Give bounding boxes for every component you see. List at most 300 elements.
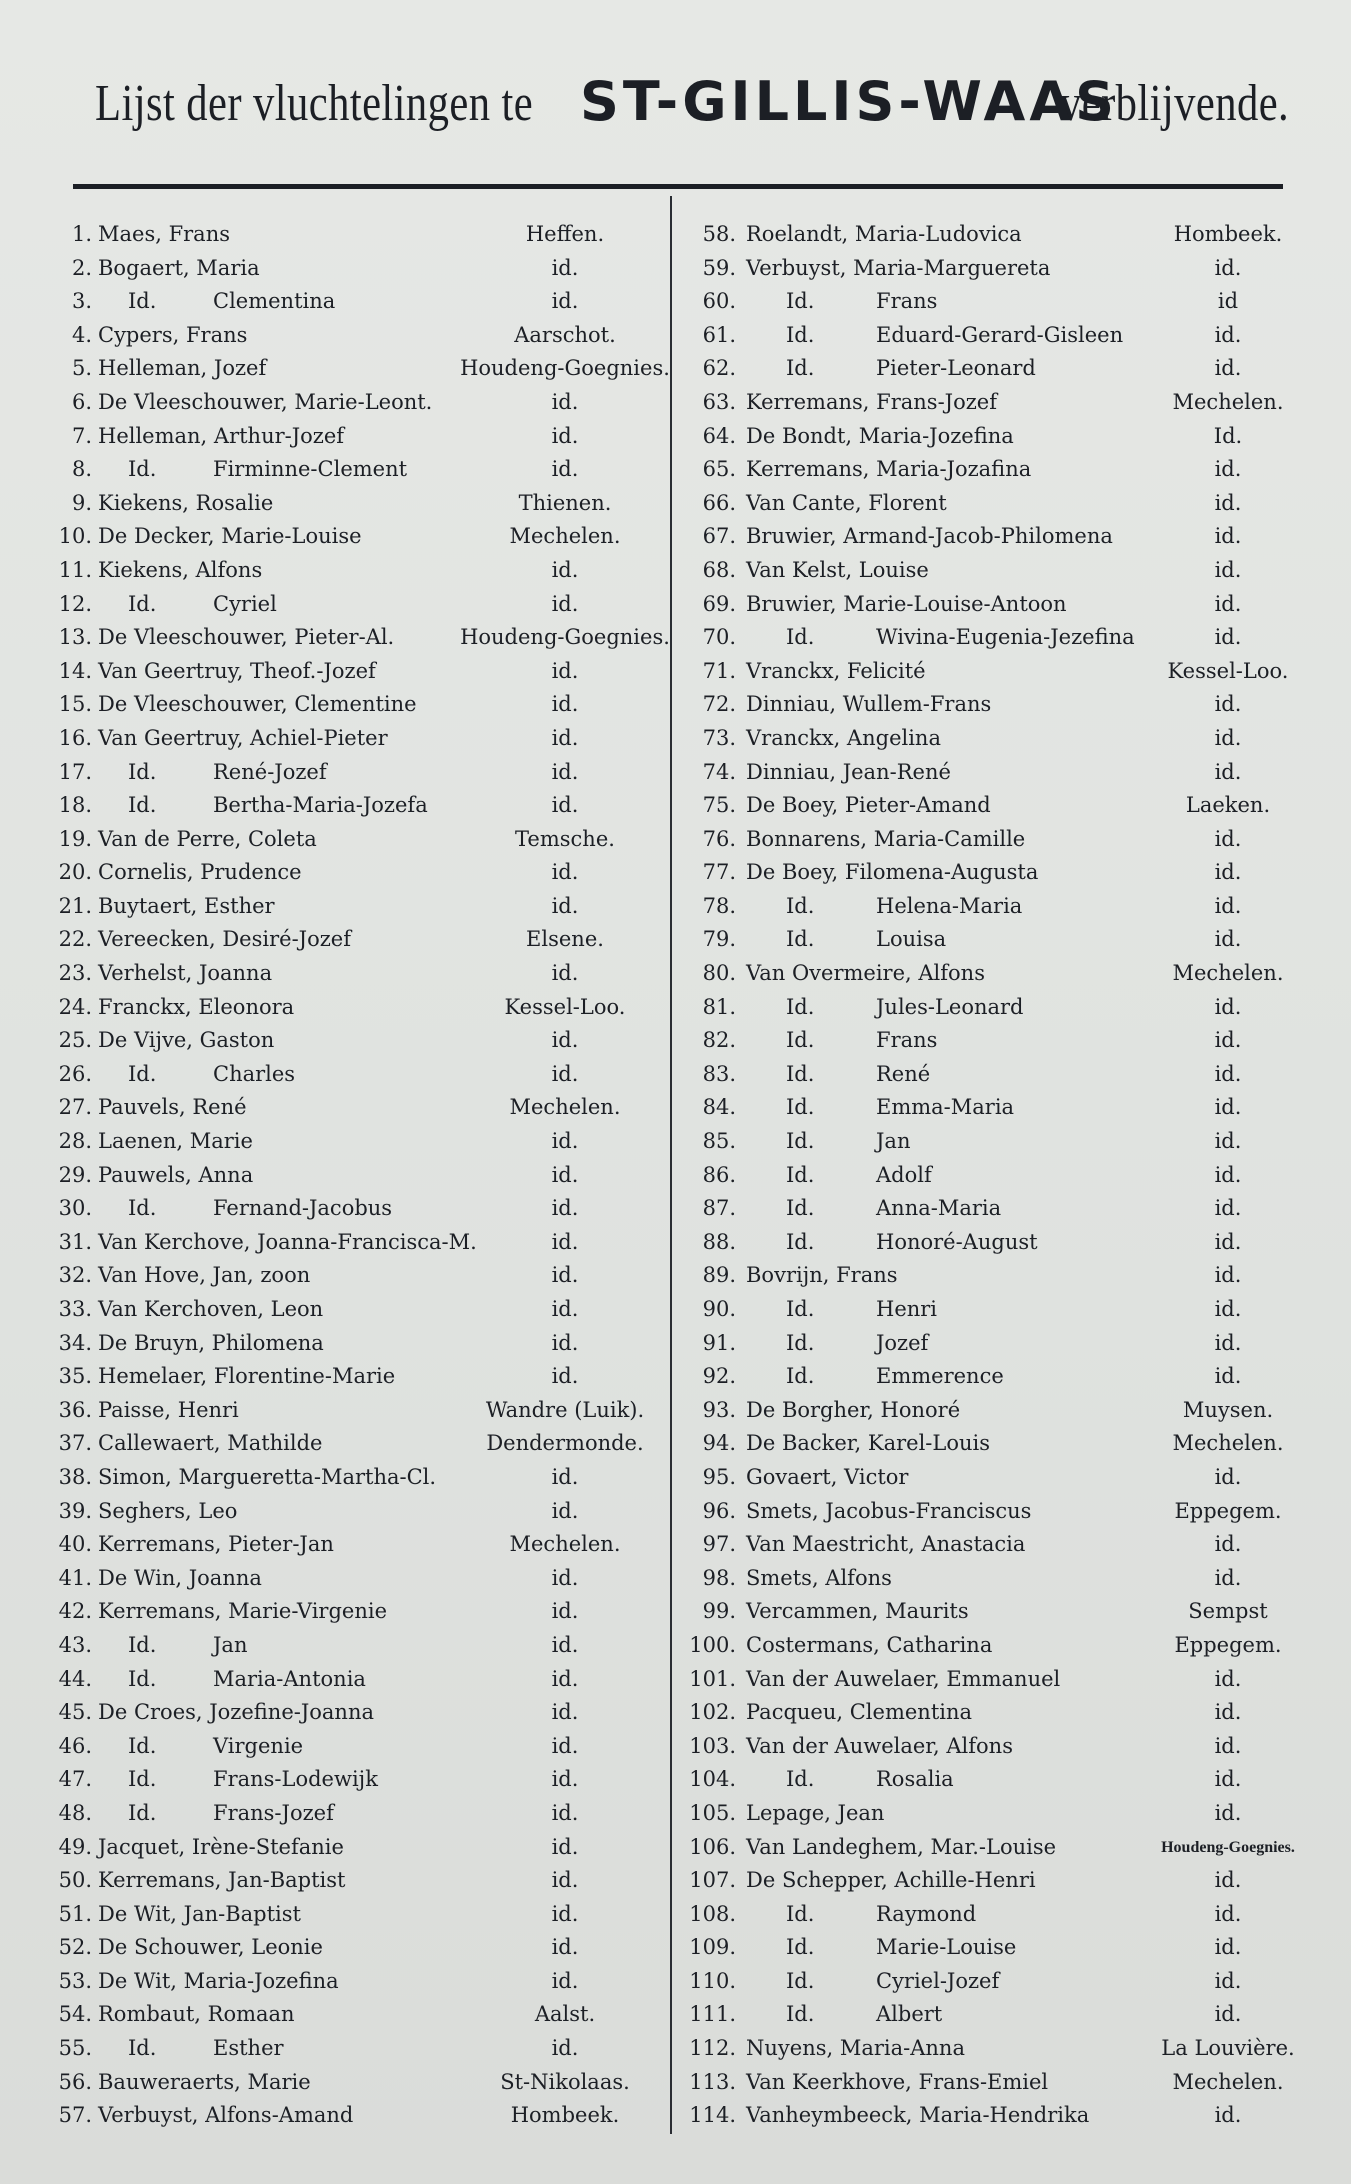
entry-number: 67. xyxy=(702,524,736,549)
entry-place: id. xyxy=(1214,1364,1242,1389)
entry-name xyxy=(746,1730,1013,1764)
entry-name xyxy=(746,1562,892,1596)
title-town-name: ST-GILLIS-WAAS xyxy=(580,70,1119,133)
entry-number: 13. xyxy=(58,625,92,650)
list-item xyxy=(30,520,670,554)
entry-place: id. xyxy=(1214,490,1242,515)
entry-number: 41. xyxy=(58,1565,92,1590)
entry-name xyxy=(746,1427,990,1461)
entry-name xyxy=(746,554,929,588)
entry-number: 35. xyxy=(58,1364,92,1389)
entry-place: id. xyxy=(551,1868,579,1893)
entry-place: id. xyxy=(551,1297,579,1321)
entry-place: id. xyxy=(1214,927,1242,952)
entry-number: 33. xyxy=(58,1297,92,1321)
entry-first-name: Cyriel-Jozef xyxy=(876,1968,1000,1993)
list-item xyxy=(30,1864,670,1898)
entry-place: id. xyxy=(1214,625,1242,650)
entry-place: Mechelen. xyxy=(1172,1431,1284,1456)
list-item xyxy=(678,1965,1328,1999)
entry-surname: Id. xyxy=(786,1968,815,1993)
entry-first-name: Pieter-Leonard xyxy=(876,356,1036,381)
entry-place: id. xyxy=(551,1028,579,1053)
entry-surname: Pauwels, Anna xyxy=(98,1162,254,1187)
list-item xyxy=(678,1293,1328,1327)
entry-surname: Id. xyxy=(786,1095,815,1120)
entry-number: 43. xyxy=(58,1632,92,1657)
entry-name xyxy=(98,688,417,722)
entry-surname: Van Kerchove, Joanna-Francisca-M. xyxy=(98,1229,477,1254)
list-item xyxy=(678,588,1328,622)
entry-name xyxy=(98,1730,304,1764)
entry-first-name: Firminne-Clement xyxy=(213,457,408,482)
entry-name xyxy=(98,1898,301,1932)
entry-place: id. xyxy=(1214,1800,1242,1825)
entry-number: 14. xyxy=(58,658,92,683)
entry-place: id. xyxy=(551,1767,579,1792)
entry-surname: Laenen, Marie xyxy=(98,1129,253,1154)
entry-number: 72. xyxy=(702,692,736,717)
list-item xyxy=(678,352,1328,386)
entry-surname: Id. xyxy=(786,625,815,650)
entry-name xyxy=(746,487,947,521)
entry-surname: Pauvels, René xyxy=(98,1095,247,1120)
list-item xyxy=(678,1259,1328,1293)
entry-place: id. xyxy=(1214,1028,1242,1053)
list-item xyxy=(30,1831,670,1865)
entry-name xyxy=(746,420,1014,454)
entry-first-name: Maria-Antonia xyxy=(213,1666,366,1691)
list-item xyxy=(30,1931,670,1965)
entry-name xyxy=(746,1495,1031,1529)
entry-place: id. xyxy=(1214,1968,1242,1993)
list-item xyxy=(678,655,1328,689)
entry-surname: Nuyens, Maria-Anna xyxy=(746,2036,965,2061)
entry-first-name: Frans-Lodewijk xyxy=(213,1767,378,1792)
entry-number: 83. xyxy=(702,1061,736,1086)
entry-surname: De Boey, Pieter-Amand xyxy=(746,793,991,818)
entry-number: 62. xyxy=(702,356,736,381)
entry-number: 104. xyxy=(689,1767,736,1792)
entry-place: Mechelen. xyxy=(1172,389,1284,414)
list-item xyxy=(30,1192,670,1226)
entry-name xyxy=(98,1360,395,1394)
entry-first-name: Raymond xyxy=(876,1901,977,1926)
entry-number: 71. xyxy=(702,658,736,683)
entry-number: 53. xyxy=(58,1968,92,1993)
list-item xyxy=(30,252,670,286)
entry-name xyxy=(746,218,1022,252)
entry-place: id. xyxy=(551,423,579,448)
list-item xyxy=(678,756,1328,790)
entry-place: Laeken. xyxy=(1185,793,1271,818)
entry-number: 94. xyxy=(702,1431,736,1456)
entry-number: 113. xyxy=(689,2069,736,2094)
entry-surname: Id. xyxy=(786,893,815,918)
entry-number: 10. xyxy=(58,524,92,549)
entry-surname: Id. xyxy=(786,1297,815,1321)
list-item xyxy=(30,420,670,454)
entry-place: id. xyxy=(551,1364,579,1389)
list-item xyxy=(678,487,1328,521)
entry-surname: Id. xyxy=(786,1767,815,1792)
entry-surname: Id. xyxy=(128,793,157,818)
list-item xyxy=(30,588,670,622)
entry-surname: Rombaut, Romaan xyxy=(98,2002,295,2027)
entry-name xyxy=(746,1259,898,1293)
entry-number: 73. xyxy=(702,725,736,750)
entry-surname: Kiekens, Alfons xyxy=(98,557,263,582)
entry-place: id. xyxy=(551,759,579,784)
entry-name xyxy=(98,420,344,454)
entry-name xyxy=(746,2099,1089,2133)
entry-surname: Id. xyxy=(128,1061,157,1086)
entry-surname: Verhelst, Joanna xyxy=(98,961,273,986)
entry-number: 16. xyxy=(58,725,92,750)
list-item xyxy=(678,1159,1328,1193)
entry-surname: Van Geertruy, Theof.-Jozef xyxy=(98,658,376,683)
entry-place: id. xyxy=(551,1632,579,1657)
list-item xyxy=(678,923,1328,957)
entry-name xyxy=(746,688,991,722)
entry-name xyxy=(98,588,277,622)
entry-name xyxy=(746,1024,938,1058)
list-item xyxy=(30,1998,670,2032)
entry-surname: De Boey, Filomena-Augusta xyxy=(746,860,1039,885)
list-item xyxy=(678,1528,1328,1562)
entry-number: 85. xyxy=(702,1129,736,1154)
entry-place: Wandre (Luik). xyxy=(485,1397,645,1422)
entry-name xyxy=(746,991,1024,1025)
entry-surname: Id. xyxy=(786,2002,815,2027)
entry-number: 89. xyxy=(702,1263,736,1288)
entry-number: 78. xyxy=(702,893,736,918)
entry-first-name: Jan xyxy=(876,1129,911,1154)
entry-number: 51. xyxy=(58,1901,92,1926)
entry-name xyxy=(98,1259,310,1293)
entry-name xyxy=(98,621,394,655)
list-item xyxy=(678,319,1328,353)
entry-number: 44. xyxy=(58,1666,92,1691)
entry-name xyxy=(98,1696,374,1730)
entry-number: 38. xyxy=(58,1464,92,1489)
entry-first-name: Jules-Leonard xyxy=(876,994,1024,1019)
entry-place: id. xyxy=(1214,1061,1242,1086)
entry-surname: Lepage, Jean xyxy=(746,1800,885,1825)
entry-number: 82. xyxy=(702,1028,736,1053)
list-item xyxy=(30,554,670,588)
entry-name xyxy=(98,1864,345,1898)
list-item xyxy=(30,1797,670,1831)
entry-place: La Louvière. xyxy=(1161,2036,1295,2061)
entry-number: 32. xyxy=(58,1263,92,1288)
entry-surname: De Borgher, Honoré xyxy=(746,1397,961,1422)
list-item xyxy=(678,991,1328,1025)
entry-number: 86. xyxy=(702,1162,736,1187)
list-item xyxy=(30,2099,670,2133)
entry-place: Elsene. xyxy=(526,927,604,952)
list-item xyxy=(678,1763,1328,1797)
entry-number: 9. xyxy=(71,490,92,515)
entry-number: 102. xyxy=(689,1700,736,1725)
entry-number: 93. xyxy=(702,1397,736,1422)
entry-name xyxy=(98,756,327,790)
entry-name xyxy=(746,1763,954,1797)
list-item xyxy=(30,957,670,991)
entry-place: id. xyxy=(1214,692,1242,717)
entry-place: id. xyxy=(551,793,579,818)
entry-number: 2. xyxy=(71,255,92,280)
entry-surname: Van Maestricht, Anastacia xyxy=(746,1532,1026,1557)
list-item xyxy=(678,2066,1328,2100)
entry-place: id. xyxy=(551,591,579,616)
entry-place: id. xyxy=(551,1935,579,1960)
entry-surname: Vranckx, Angelina xyxy=(746,725,941,750)
entry-surname: Vercammen, Maurits xyxy=(746,1599,969,1624)
entry-place: id. xyxy=(1214,1162,1242,1187)
right-column xyxy=(678,218,1328,2133)
entry-name xyxy=(746,789,991,823)
entry-name xyxy=(746,1797,884,1831)
list-item xyxy=(678,1730,1328,1764)
entry-surname: Dinniau, Jean-René xyxy=(746,759,951,784)
list-item xyxy=(30,688,670,722)
entry-place: Heffen. xyxy=(525,222,605,246)
entry-name xyxy=(746,1931,1017,1965)
entry-first-name: Helena-Maria xyxy=(876,893,1023,918)
entry-place: Id. xyxy=(1213,423,1243,448)
entry-number: 61. xyxy=(702,322,736,347)
entry-surname: De Vleeschouwer, Marie-Leont. xyxy=(98,389,433,414)
list-item xyxy=(678,1998,1328,2032)
list-item xyxy=(30,1024,670,1058)
entry-place: id. xyxy=(551,1901,579,1926)
entry-place: id. xyxy=(551,289,579,314)
entry-number: 6. xyxy=(71,389,92,414)
entry-place: id. xyxy=(1214,1095,1242,1120)
entry-surname: De Vleeschouwer, Pieter-Al. xyxy=(98,625,395,650)
entry-place: id. xyxy=(1214,1330,1242,1355)
list-item xyxy=(678,1360,1328,1394)
entry-name xyxy=(746,1965,1000,1999)
entry-first-name: Fernand-Jacobus xyxy=(213,1196,393,1221)
entry-place: id. xyxy=(551,1565,579,1590)
entry-place: id. xyxy=(1214,591,1242,616)
entry-name xyxy=(746,1293,938,1327)
entry-surname: Jacquet, Irène-Stefanie xyxy=(98,1834,344,1859)
entry-name xyxy=(98,1091,247,1125)
entry-name xyxy=(746,1360,1004,1394)
entry-surname: De Croes, Jozefine-Joanna xyxy=(98,1700,375,1725)
entry-name xyxy=(746,655,926,689)
entry-surname: Van Keerkhove, Frans-Emiel xyxy=(746,2069,1049,2094)
entry-number: 98. xyxy=(702,1565,736,1590)
entry-number: 30. xyxy=(58,1196,92,1221)
list-item xyxy=(678,1091,1328,1125)
entry-number: 70. xyxy=(702,625,736,650)
entry-number: 19. xyxy=(58,826,92,851)
entry-number: 74. xyxy=(702,759,736,784)
entry-place: id. xyxy=(1214,994,1242,1019)
entry-name xyxy=(98,1159,253,1193)
entry-first-name: Jan xyxy=(213,1632,248,1657)
list-item xyxy=(30,1495,670,1529)
list-item xyxy=(30,1058,670,1092)
list-item xyxy=(678,1495,1328,1529)
list-item xyxy=(30,722,670,756)
list-item xyxy=(30,1730,670,1764)
entry-surname: Van der Auwelaer, Alfons xyxy=(746,1733,1013,1758)
entry-place: Mechelen. xyxy=(1172,961,1284,986)
list-item xyxy=(30,1091,670,1125)
entry-name xyxy=(746,252,1050,286)
list-item xyxy=(678,789,1328,823)
entry-surname: Id. xyxy=(128,1767,157,1792)
entry-surname: De Backer, Karel-Louis xyxy=(746,1431,990,1456)
entry-number: 37. xyxy=(58,1431,92,1456)
entry-place: id. xyxy=(551,893,579,918)
entry-number: 42. xyxy=(58,1599,92,1624)
entry-number: 39. xyxy=(58,1498,92,1523)
entry-number: 1. xyxy=(71,222,92,246)
entry-surname: Van der Auwelaer, Emmanuel xyxy=(746,1666,1061,1691)
entry-place: id. xyxy=(551,1129,579,1154)
entry-surname: De Bondt, Maria-Jozefina xyxy=(746,423,1014,448)
entry-surname: Id. xyxy=(786,927,815,952)
entry-first-name: Esther xyxy=(213,2036,284,2061)
entry-first-name: René xyxy=(876,1061,931,1086)
entry-number: 63. xyxy=(702,389,736,414)
entry-place: id. xyxy=(1214,1263,1242,1288)
entry-name xyxy=(98,218,230,252)
entry-first-name: Cyriel xyxy=(213,591,277,616)
entry-name xyxy=(98,789,428,823)
entry-surname: Helleman, Jozef xyxy=(98,356,267,381)
entry-number: 34. xyxy=(58,1330,92,1355)
entry-name xyxy=(98,1663,366,1697)
entry-place: id. xyxy=(551,557,579,582)
entry-place: Aarschot. xyxy=(514,322,616,347)
entry-place: id. xyxy=(1214,826,1242,851)
entry-surname: Id. xyxy=(128,457,157,482)
entry-surname: De Bruyn, Philomena xyxy=(98,1330,324,1355)
entry-surname: Id. xyxy=(128,1733,157,1758)
entry-number: 15. xyxy=(58,692,92,717)
entry-name xyxy=(98,1931,323,1965)
entry-surname: Bauweraerts, Marie xyxy=(98,2069,311,2094)
entry-first-name: Frans xyxy=(876,289,938,314)
entry-place: id. xyxy=(1214,524,1242,549)
entry-number: 97. xyxy=(702,1532,736,1557)
entry-number: 80. xyxy=(702,961,736,986)
entry-number: 18. xyxy=(58,793,92,818)
entry-name xyxy=(98,957,272,991)
list-item xyxy=(678,1461,1328,1495)
entry-first-name: Marie-Louise xyxy=(876,1935,1017,1960)
entry-surname: Van Hove, Jan, zoon xyxy=(98,1263,311,1288)
entry-number: 45. xyxy=(58,1700,92,1725)
entry-surname: De Decker, Marie-Louise xyxy=(98,524,362,549)
entry-surname: Helleman, Arthur-Jozef xyxy=(98,423,345,448)
entry-place: id. xyxy=(551,389,579,414)
entry-number: 77. xyxy=(702,860,736,885)
entry-name xyxy=(746,1461,908,1495)
entry-surname: Smets, Alfons xyxy=(746,1565,892,1590)
entry-place: Hombeek. xyxy=(510,2103,620,2128)
list-item xyxy=(30,1898,670,1932)
entry-surname: De Wit, Jan-Baptist xyxy=(98,1901,301,1926)
entry-surname: Kerremans, Marie-Virgenie xyxy=(98,1599,388,1624)
entry-name xyxy=(746,453,1031,487)
list-item xyxy=(678,1864,1328,1898)
entry-number: 57. xyxy=(58,2103,92,2128)
list-item xyxy=(678,1663,1328,1697)
entry-place: id. xyxy=(1214,1464,1242,1489)
entry-surname: Van Cante, Florent xyxy=(746,490,947,515)
entry-place: id. xyxy=(1214,2103,1242,2128)
entry-place: id. xyxy=(551,1498,579,1523)
entry-name xyxy=(746,588,1067,622)
entry-number: 81. xyxy=(702,994,736,1019)
entry-name xyxy=(98,453,408,487)
entry-surname: Id. xyxy=(786,322,815,347)
entry-surname: Pacqueu, Clementina xyxy=(746,1700,973,1725)
entry-number: 96. xyxy=(702,1498,736,1523)
list-item xyxy=(678,1024,1328,1058)
entry-place: id. xyxy=(551,860,579,885)
entry-name xyxy=(98,1831,344,1865)
entry-place: id. xyxy=(551,961,579,986)
entry-surname: De Vijve, Gaston xyxy=(98,1028,275,1053)
list-item xyxy=(678,1595,1328,1629)
entry-name xyxy=(746,2032,965,2066)
entry-number: 111. xyxy=(689,2002,736,2027)
entry-name xyxy=(746,923,947,957)
entry-surname: Id. xyxy=(786,1901,815,1926)
entry-surname: Roelandt, Maria-Ludovica xyxy=(746,222,1022,246)
entry-number: 3. xyxy=(71,289,92,314)
entry-surname: De Schepper, Achille-Henri xyxy=(746,1868,1036,1893)
entry-number: 68. xyxy=(702,557,736,582)
list-item xyxy=(678,2032,1328,2066)
entry-number: 23. xyxy=(58,961,92,986)
entry-surname: Smets, Jacobus-Franciscus xyxy=(746,1498,1032,1523)
entry-place: id. xyxy=(1214,1666,1242,1691)
entry-name xyxy=(746,890,1023,924)
list-item xyxy=(30,285,670,319)
entry-name xyxy=(98,991,294,1025)
list-item xyxy=(678,722,1328,756)
list-item xyxy=(678,285,1328,319)
entry-place: Mechelen. xyxy=(509,1532,621,1557)
entry-name xyxy=(746,1663,1060,1697)
entry-name xyxy=(98,2099,353,2133)
entry-surname: Id. xyxy=(786,356,815,381)
list-item xyxy=(678,890,1328,924)
entry-place: id. xyxy=(551,255,579,280)
entry-name xyxy=(746,1058,931,1092)
list-item xyxy=(30,856,670,890)
list-item xyxy=(678,1931,1328,1965)
entry-place: Aalst. xyxy=(534,2002,596,2027)
list-item xyxy=(30,621,670,655)
entry-number: 60. xyxy=(702,289,736,314)
entry-place: Sempst xyxy=(1188,1599,1268,1624)
entry-surname: Van Geertruy, Achiel-Pieter xyxy=(98,725,388,750)
entry-first-name: Wivina-Eugenia-Jezefina xyxy=(876,625,1135,650)
entry-place: Temsche. xyxy=(515,826,615,851)
entry-number: 12. xyxy=(58,591,92,616)
